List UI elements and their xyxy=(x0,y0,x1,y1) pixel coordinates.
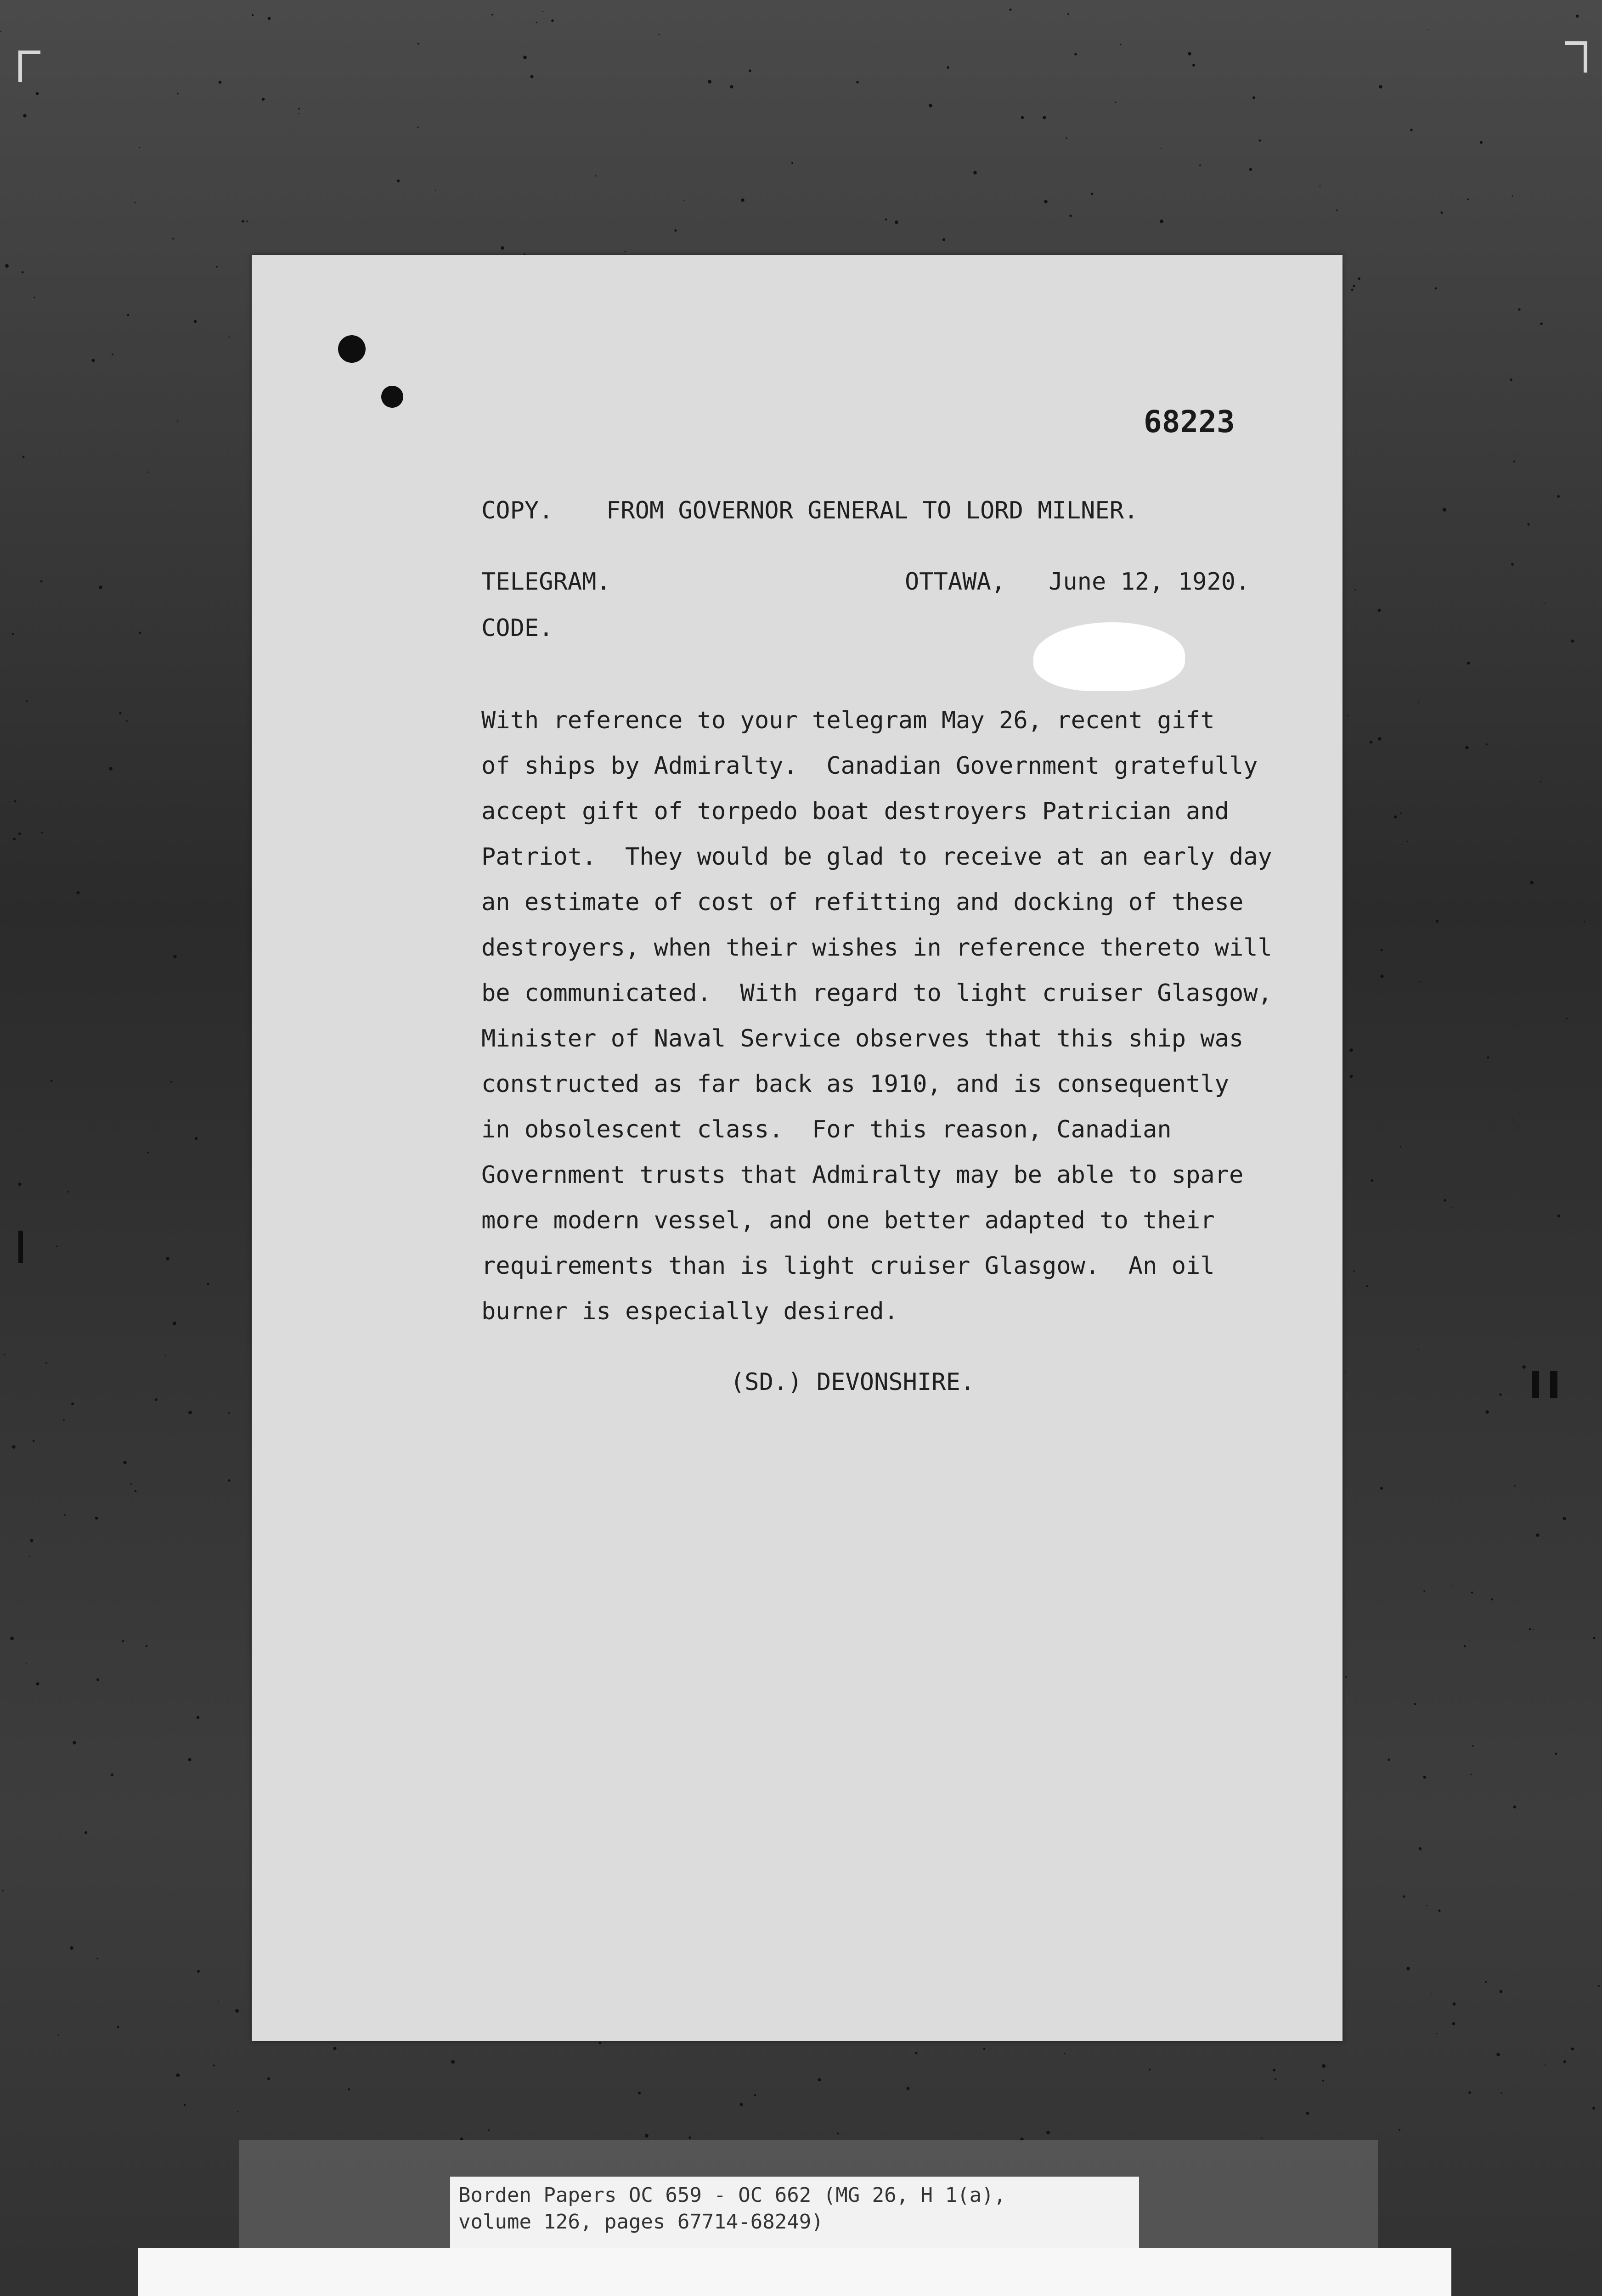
film-speck xyxy=(1345,1676,1347,1677)
film-speck xyxy=(1527,523,1529,525)
film-speck xyxy=(22,271,24,274)
film-speck xyxy=(5,264,9,268)
film-speck xyxy=(1592,2107,1595,2110)
film-speck xyxy=(1064,2053,1066,2054)
film-speck xyxy=(491,14,493,16)
film-speck xyxy=(1074,53,1077,56)
film-speck xyxy=(1438,1909,1440,1912)
film-speck xyxy=(85,1831,87,1834)
film-speck xyxy=(1485,1981,1487,1983)
film-speck xyxy=(1161,148,1162,149)
film-speck xyxy=(123,1461,126,1464)
film-speck xyxy=(135,1490,137,1492)
body-line: requirements than is light cruiser Glasgow. An oil xyxy=(481,1252,1215,1280)
film-speck xyxy=(96,1958,98,1959)
film-speck xyxy=(1593,1637,1596,1639)
body-line: be communicated. With regard to light cruiser Glasgow, xyxy=(481,979,1272,1007)
film-speck xyxy=(1259,140,1261,142)
film-speck xyxy=(1545,603,1546,604)
film-speck xyxy=(1400,1146,1401,1148)
film-speck xyxy=(1584,921,1585,923)
film-speck xyxy=(1451,1585,1452,1586)
film-speck xyxy=(147,472,148,473)
film-speck xyxy=(1388,1758,1390,1761)
film-speck xyxy=(1540,322,1543,325)
film-speck xyxy=(63,1419,64,1421)
film-speck xyxy=(1403,1895,1405,1897)
film-speck xyxy=(1576,15,1579,18)
film-speck xyxy=(1192,64,1195,67)
film-speck xyxy=(99,585,102,589)
film-speck xyxy=(1485,1410,1489,1413)
film-speck xyxy=(246,220,248,222)
film-speck xyxy=(45,1362,47,1364)
film-speck xyxy=(551,19,554,22)
film-speck xyxy=(68,1191,69,1193)
film-speck xyxy=(0,31,1,32)
film-speck xyxy=(184,2104,186,2106)
film-speck xyxy=(135,202,136,203)
film-speck xyxy=(268,17,271,20)
film-speck xyxy=(23,456,25,458)
body-line: more modern vessel, and one better adapted to their xyxy=(481,1207,1215,1234)
film-speck xyxy=(885,219,887,220)
edge-tick-right-b xyxy=(1550,1371,1557,1398)
film-speck xyxy=(13,838,16,840)
film-speck xyxy=(1598,1985,1600,1987)
film-speck xyxy=(170,1081,172,1083)
film-speck xyxy=(1480,141,1483,144)
film-speck xyxy=(12,633,14,635)
film-speck xyxy=(10,1637,14,1640)
film-speck xyxy=(1353,285,1355,287)
film-speck xyxy=(267,2077,270,2080)
film-speck xyxy=(77,891,80,895)
film-speck xyxy=(197,1716,200,1719)
film-speck xyxy=(237,2111,239,2112)
film-speck xyxy=(1571,640,1574,643)
film-speck xyxy=(1371,1179,1373,1182)
film-speck xyxy=(1435,287,1437,290)
film-speck xyxy=(127,314,130,316)
film-speck xyxy=(207,1283,209,1285)
film-speck xyxy=(112,354,113,355)
film-speck xyxy=(435,190,436,191)
film-speck xyxy=(1513,461,1515,462)
film-speck xyxy=(1453,2003,1456,2006)
film-speck xyxy=(111,1773,113,1776)
film-speck xyxy=(1529,1628,1531,1630)
film-speck xyxy=(58,2035,59,2036)
film-speck xyxy=(166,1257,169,1260)
film-speck xyxy=(1451,1207,1452,1208)
film-speck xyxy=(1358,277,1360,280)
film-speck xyxy=(147,1152,149,1154)
film-speck xyxy=(973,171,977,174)
film-speck xyxy=(18,1182,21,1186)
page-number: 68223 xyxy=(1144,404,1235,439)
film-speck xyxy=(1563,2060,1566,2063)
film-speck xyxy=(1115,102,1117,103)
film-speck xyxy=(625,251,626,253)
film-speck xyxy=(188,1411,192,1414)
film-speck xyxy=(1400,812,1401,814)
film-speck xyxy=(818,2078,821,2082)
film-speck xyxy=(1465,746,1468,749)
film-speck xyxy=(1322,2080,1324,2082)
film-speck xyxy=(333,2047,336,2050)
film-speck xyxy=(417,127,419,128)
film-speck xyxy=(2,1890,3,1891)
body-line: burner is especially desired. xyxy=(481,1298,898,1325)
telegram-body xyxy=(481,698,1272,1334)
film-speck xyxy=(1066,137,1067,139)
film-speck xyxy=(1499,1393,1501,1396)
film-speck xyxy=(983,2048,986,2050)
film-speck xyxy=(1380,974,1383,978)
film-speck xyxy=(216,266,217,267)
film-speck xyxy=(1513,1806,1517,1809)
film-speck xyxy=(598,2042,601,2044)
film-speck xyxy=(1427,29,1428,30)
film-speck xyxy=(1510,378,1512,381)
film-speck xyxy=(1199,164,1201,166)
film-speck xyxy=(56,1245,57,1247)
film-speck xyxy=(12,1445,15,1448)
film-speck xyxy=(397,180,400,182)
film-speck xyxy=(1249,168,1252,171)
film-speck xyxy=(51,1080,52,1082)
film-speck xyxy=(14,800,17,803)
film-speck xyxy=(1452,2022,1455,2026)
film-speck xyxy=(1418,1349,1419,1350)
film-speck xyxy=(1467,198,1469,200)
film-speck xyxy=(1069,214,1072,217)
film-speck xyxy=(659,34,660,35)
film-speck xyxy=(683,200,684,201)
film-speck xyxy=(36,1683,39,1686)
film-speck xyxy=(146,1645,147,1647)
film-speck xyxy=(1044,200,1047,203)
film-speck xyxy=(71,1402,74,1405)
body-line: Patriot. They would be glad to receive at an early day xyxy=(481,843,1272,871)
corner-mark-top-right xyxy=(1565,41,1587,73)
reference-line-1: Borden Papers OC 659 - OC 662 (MG 26, H 1(a), xyxy=(458,2183,1006,2207)
film-speck xyxy=(194,320,197,323)
body-line: an estimate of cost of refitting and docking of these xyxy=(481,889,1244,916)
film-speck xyxy=(242,220,244,223)
film-speck xyxy=(451,2060,455,2064)
film-speck xyxy=(1306,2112,1309,2115)
film-speck xyxy=(176,2073,179,2077)
film-speck xyxy=(1467,662,1470,665)
film-speck xyxy=(1431,1993,1432,1994)
film-speck xyxy=(1522,1365,1525,1368)
film-speck xyxy=(1067,13,1069,15)
film-speck xyxy=(109,767,113,771)
film-speck xyxy=(139,147,140,148)
film-speck xyxy=(235,2009,239,2013)
film-speck xyxy=(139,632,141,634)
body-line: constructed as far back as 1910, and is consequently xyxy=(481,1070,1229,1098)
film-speck xyxy=(30,1539,34,1542)
film-speck xyxy=(1472,1745,1474,1747)
film-speck xyxy=(1351,289,1354,291)
film-speck xyxy=(1021,116,1024,119)
film-speck xyxy=(155,1398,158,1401)
film-speck xyxy=(1557,495,1560,498)
film-speck xyxy=(837,2133,839,2134)
film-speck xyxy=(1511,563,1514,566)
film-speck xyxy=(1464,1645,1466,1648)
film-speck xyxy=(119,712,122,715)
punch-hole-upper xyxy=(338,335,366,363)
film-speck xyxy=(1491,1598,1493,1600)
body-line: With reference to your telegram May 26, recent gift xyxy=(481,707,1215,734)
film-speck xyxy=(1394,816,1397,819)
film-speck xyxy=(730,85,733,88)
film-speck xyxy=(1149,2069,1151,2071)
body-line: Government trusts that Admiralty may be able to spare xyxy=(481,1161,1244,1189)
film-speck xyxy=(1514,1485,1515,1486)
film-speck xyxy=(252,14,254,16)
film-speck xyxy=(1378,609,1381,612)
film-speck xyxy=(645,2134,649,2138)
film-speck xyxy=(92,359,95,362)
film-speck xyxy=(95,1517,98,1520)
film-speck xyxy=(1500,1990,1503,1993)
body-line: in obsolescent class. For this reason, Canadian xyxy=(481,1116,1172,1143)
film-speck xyxy=(229,337,230,338)
film-speck xyxy=(29,1556,30,1557)
film-speck xyxy=(1046,2131,1050,2134)
film-speck xyxy=(1545,2065,1546,2066)
film-speck xyxy=(218,2001,219,2002)
film-speck xyxy=(1252,96,1255,99)
film-speck xyxy=(117,2026,119,2028)
film-speck xyxy=(1160,219,1163,223)
film-speck xyxy=(173,955,176,958)
film-speck xyxy=(1500,2092,1502,2093)
film-speck xyxy=(523,56,527,59)
film-speck xyxy=(262,98,265,101)
film-speck xyxy=(1355,589,1356,591)
film-speck xyxy=(1379,85,1382,89)
film-speck xyxy=(1496,2053,1500,2056)
telegram-heading: FROM GOVERNOR GENERAL TO LORD MILNER. xyxy=(606,497,1139,524)
film-speck xyxy=(1436,2033,1437,2034)
film-speck xyxy=(501,246,504,249)
film-speck xyxy=(1419,1847,1421,1850)
film-speck xyxy=(1378,737,1381,740)
film-speck xyxy=(708,80,711,84)
film-speck xyxy=(1486,743,1488,745)
film-speck xyxy=(1366,1285,1368,1287)
film-speck xyxy=(1418,702,1419,703)
film-speck xyxy=(542,11,543,12)
film-speck xyxy=(348,2088,350,2091)
film-speck xyxy=(165,1355,166,1356)
film-speck xyxy=(36,92,39,95)
redaction-blot xyxy=(1033,622,1185,691)
film-speck xyxy=(754,2094,756,2097)
film-speck xyxy=(1261,2138,1263,2139)
film-speck xyxy=(791,162,793,164)
film-speck xyxy=(1566,1018,1568,1019)
film-speck xyxy=(1419,981,1421,983)
film-speck xyxy=(1571,2048,1574,2051)
copy-label: COPY. xyxy=(481,497,553,524)
film-speck xyxy=(530,75,534,79)
film-speck xyxy=(26,1663,27,1664)
film-speck xyxy=(1407,841,1408,842)
body-line: accept gift of torpedo boat destroyers Patrician and xyxy=(481,798,1229,825)
archive-card xyxy=(138,2248,1451,2296)
film-speck xyxy=(1349,1048,1353,1052)
film-speck xyxy=(1188,52,1191,55)
film-speck xyxy=(1423,1776,1427,1779)
film-speck xyxy=(1336,209,1337,211)
film-speck xyxy=(33,1440,35,1442)
film-speck xyxy=(73,1741,76,1744)
body-line: Minister of Naval Service observes that this ship was xyxy=(481,1025,1244,1052)
film-speck xyxy=(40,580,43,583)
corner-mark-top-left xyxy=(18,51,40,82)
film-speck xyxy=(1399,2129,1400,2131)
reference-line-2: volume 126, pages 67714-68249) xyxy=(458,2210,824,2234)
place-and-date: OTTAWA, June 12, 1920. xyxy=(905,568,1250,596)
film-speck xyxy=(638,2092,641,2094)
film-speck xyxy=(1320,186,1321,187)
film-speck xyxy=(96,1678,99,1681)
film-speck xyxy=(417,43,419,45)
film-speck xyxy=(228,1479,230,1481)
film-speck xyxy=(1091,193,1094,195)
body-line: destroyers, when their wishes in reference thereto will xyxy=(481,934,1272,962)
film-speck xyxy=(1273,2069,1275,2071)
film-speck xyxy=(1120,44,1122,45)
film-speck xyxy=(1533,1629,1534,1630)
film-speck xyxy=(1444,1199,1446,1202)
film-speck xyxy=(1010,9,1012,11)
film-speck xyxy=(188,1758,192,1761)
film-speck xyxy=(197,1970,200,1973)
film-speck xyxy=(1349,1075,1353,1078)
collection-reference-label xyxy=(450,2177,1139,2250)
film-speck xyxy=(177,421,179,422)
film-speck xyxy=(1370,741,1373,744)
film-speck xyxy=(1487,1057,1489,1059)
code-label: CODE. xyxy=(481,614,553,642)
film-speck xyxy=(213,2065,215,2066)
film-speck xyxy=(41,832,43,833)
film-speck xyxy=(1275,2078,1276,2080)
edge-tick-right-a xyxy=(1532,1371,1539,1398)
film-speck xyxy=(298,108,300,110)
film-speck xyxy=(488,2129,490,2131)
film-speck xyxy=(947,66,949,69)
edge-tick-left xyxy=(18,1231,23,1263)
film-speck xyxy=(1468,2091,1471,2094)
film-speck xyxy=(1512,196,1513,197)
film-speck xyxy=(1380,1487,1383,1490)
telegram-type: TELEGRAM. xyxy=(481,568,611,596)
film-speck xyxy=(915,2052,917,2054)
film-speck xyxy=(942,238,945,241)
body-line: of ships by Admiralty. Canadian Government gratefully xyxy=(481,752,1258,780)
film-speck xyxy=(172,238,174,239)
film-speck xyxy=(23,114,26,117)
film-speck xyxy=(1322,2064,1326,2068)
film-speck xyxy=(1440,211,1443,214)
film-speck xyxy=(1557,1215,1561,1218)
film-speck xyxy=(64,1514,66,1516)
film-speck xyxy=(219,81,222,84)
film-speck xyxy=(929,104,932,107)
film-speck xyxy=(1555,1753,1557,1755)
film-speck xyxy=(1530,881,1534,884)
film-speck xyxy=(1423,1590,1425,1592)
film-speck xyxy=(1353,1270,1354,1272)
film-speck xyxy=(4,1354,6,1356)
film-speck xyxy=(595,175,597,177)
film-speck xyxy=(536,22,537,23)
film-speck xyxy=(907,2087,910,2090)
signature: (SD.) DEVONSHIRE. xyxy=(730,1368,975,1396)
film-speck xyxy=(173,1322,176,1325)
film-speck xyxy=(70,1946,73,1949)
film-speck xyxy=(26,700,28,702)
film-speck xyxy=(126,720,128,722)
film-speck xyxy=(741,198,745,202)
film-speck xyxy=(1471,1592,1473,1593)
film-speck xyxy=(1540,781,1541,782)
film-speck xyxy=(1381,949,1383,951)
film-speck xyxy=(674,229,677,231)
film-speck xyxy=(228,1412,230,1414)
film-speck xyxy=(856,81,858,83)
film-speck xyxy=(1406,1967,1410,1970)
film-speck xyxy=(122,1640,124,1642)
punch-hole-lower xyxy=(381,386,403,408)
film-speck xyxy=(195,1137,197,1140)
film-speck xyxy=(688,2136,691,2138)
film-speck xyxy=(1436,920,1438,923)
film-speck xyxy=(1443,508,1446,512)
film-speck xyxy=(1347,715,1348,716)
film-speck xyxy=(1410,129,1413,131)
film-speck xyxy=(749,69,751,72)
film-speck xyxy=(1345,1371,1346,1372)
film-speck xyxy=(177,93,178,94)
film-speck xyxy=(1043,116,1046,119)
film-speck xyxy=(18,833,21,835)
film-speck xyxy=(1471,1774,1472,1775)
film-speck xyxy=(1518,308,1520,310)
film-speck xyxy=(739,2103,743,2106)
film-speck xyxy=(130,1483,132,1485)
film-speck xyxy=(34,297,35,298)
film-speck xyxy=(1563,1517,1566,1520)
film-speck xyxy=(895,220,898,224)
film-speck xyxy=(1414,1703,1416,1705)
film-speck xyxy=(1536,1533,1539,1536)
